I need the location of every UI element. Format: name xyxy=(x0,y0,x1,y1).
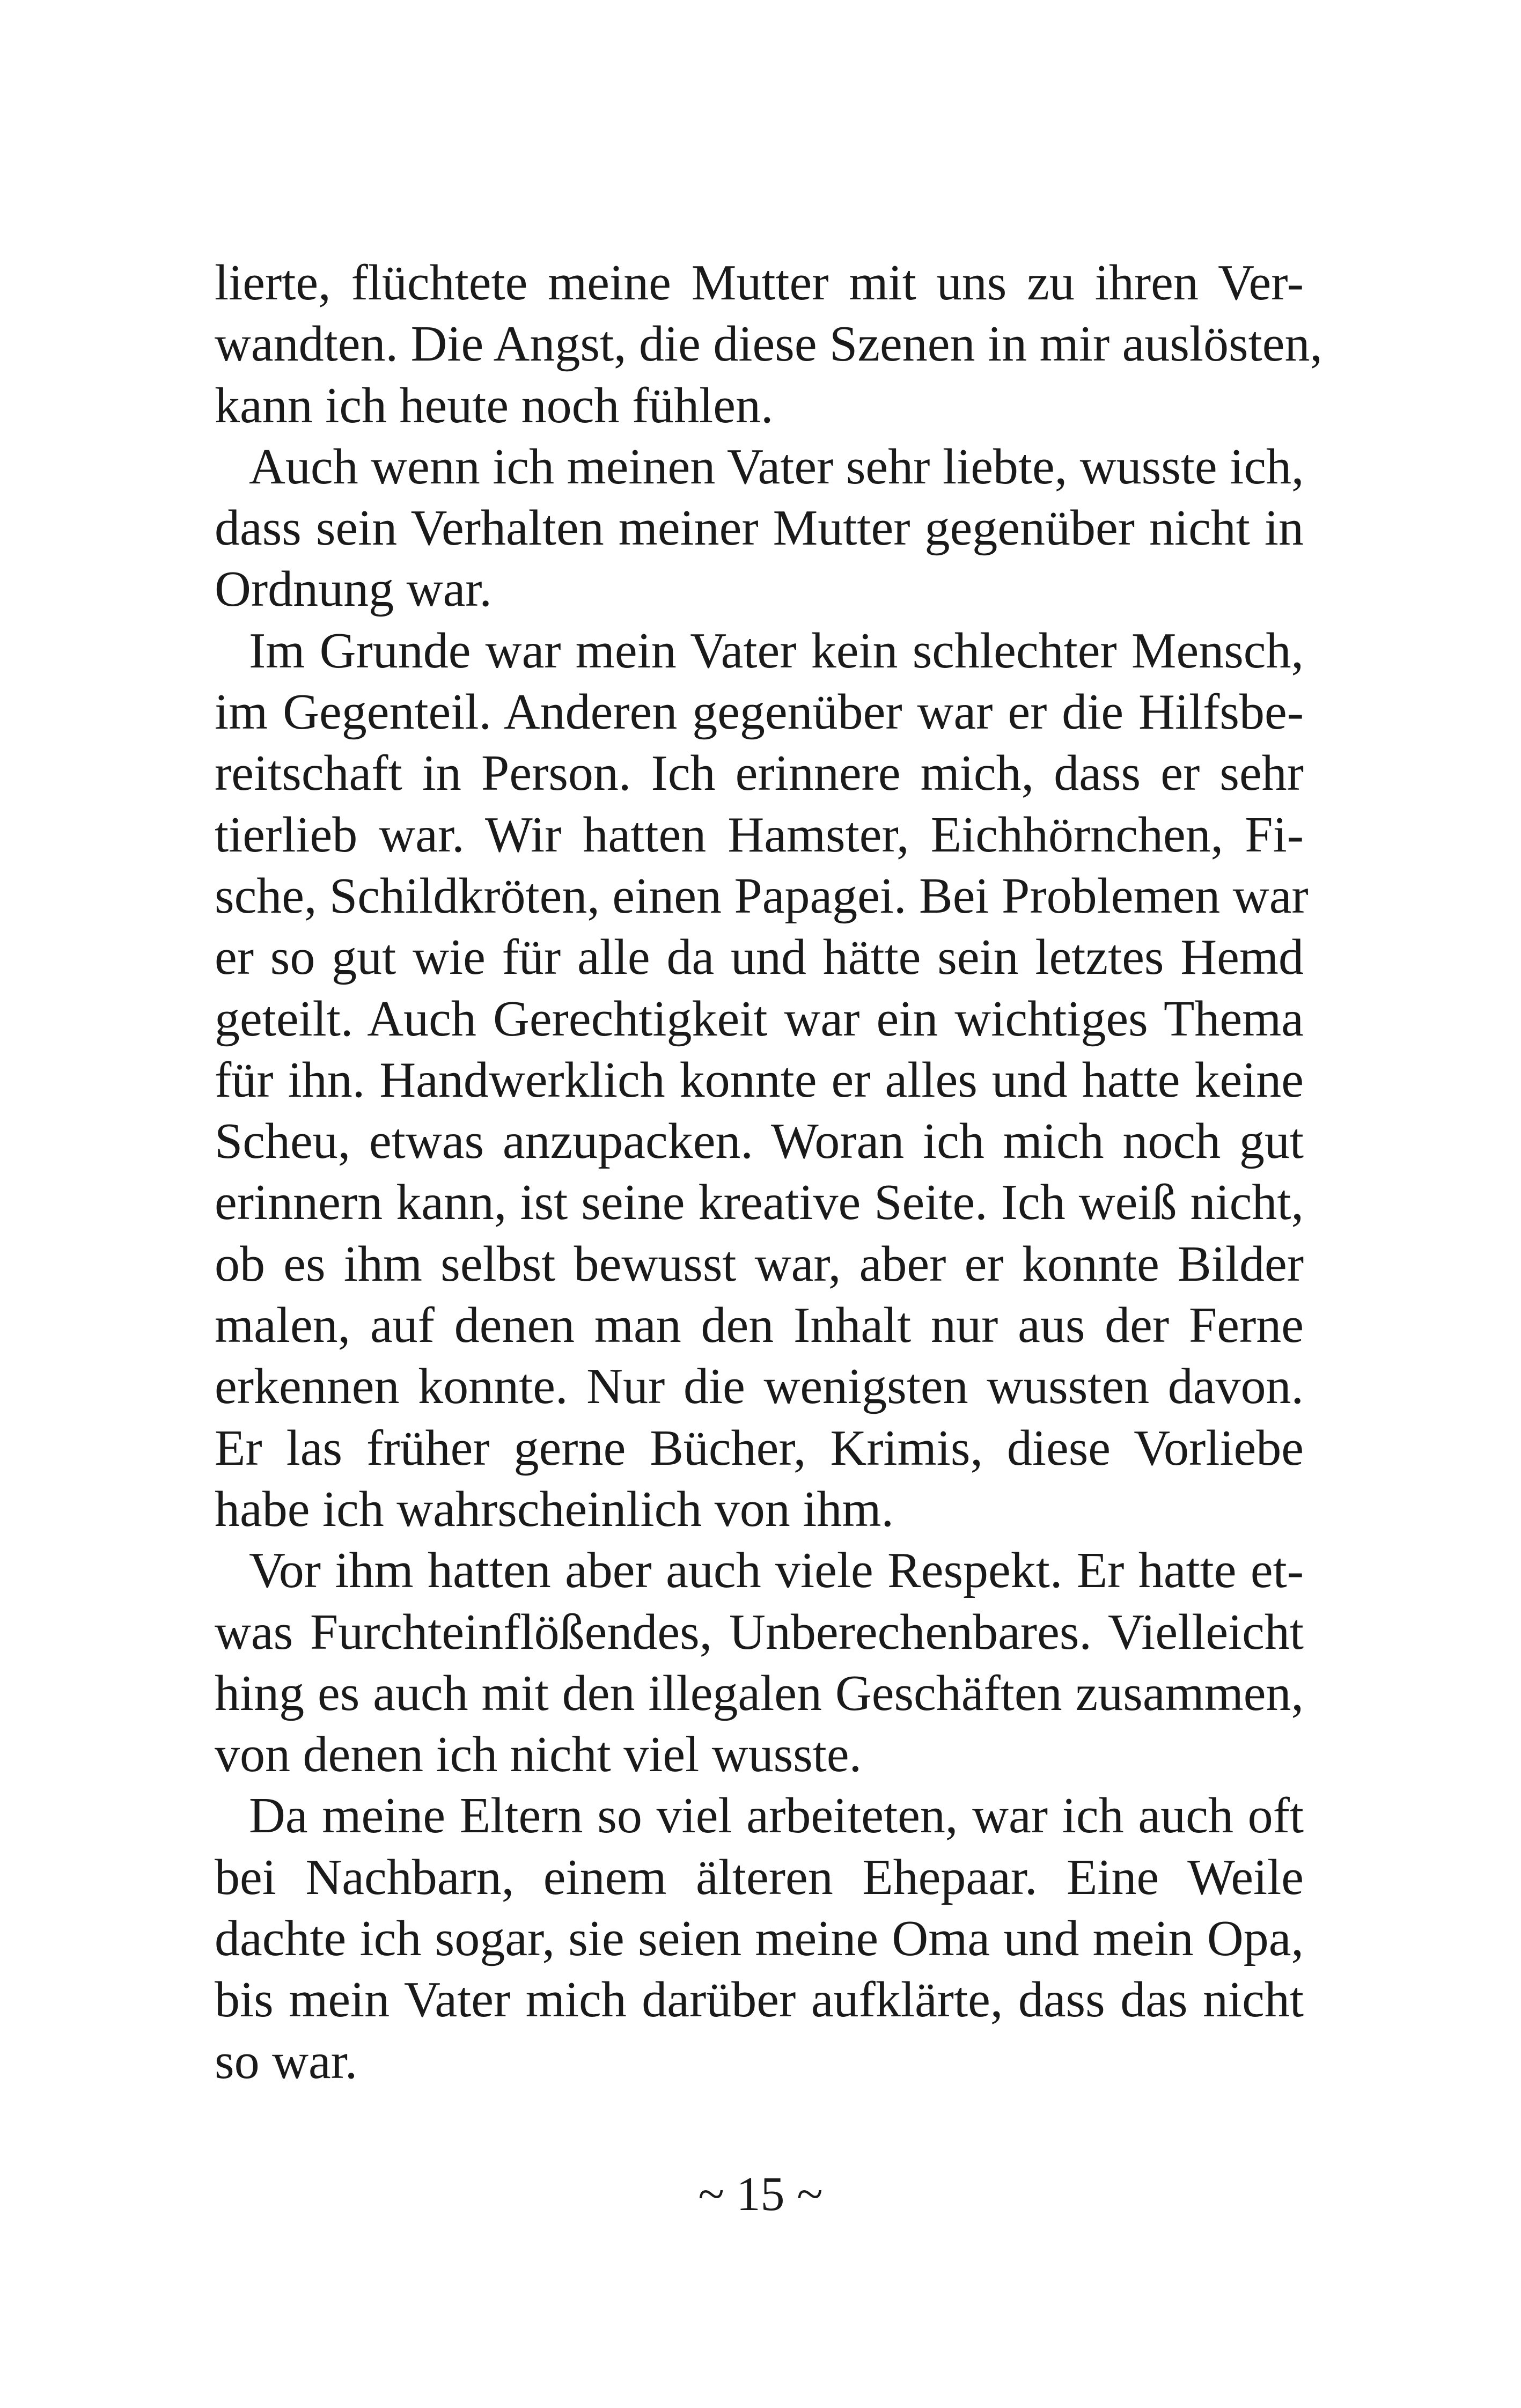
text-line: er so gut wie für alle da und hätte sein letztes Hemd xyxy=(215,929,1304,986)
text-line: erkennen konnte. Nur die wenigsten wussten davon. xyxy=(215,1359,1304,1415)
paragraph-first-line: Vor ihm hatten aber auch viele Respekt. Er hatte et- xyxy=(249,1543,1304,1599)
body-text xyxy=(215,252,1322,2092)
page-number: ~ 15 ~ xyxy=(698,2168,823,2221)
text-line: dachte ich sogar, sie seien meine Oma und mein Opa, xyxy=(215,1911,1304,1967)
text-line: tierlieb war. Wir hatten Hamster, Eichhörnchen, Fi- xyxy=(215,806,1304,863)
text-line: Ordnung war. xyxy=(215,561,492,618)
paragraph-first-line: Auch wenn ich meinen Vater sehr liebte, wusste ich, xyxy=(249,438,1304,495)
text-line: malen, auf denen man den Inhalt nur aus der Ferne xyxy=(215,1297,1304,1354)
text-line: habe ich wahrscheinlich von ihm. xyxy=(215,1481,894,1537)
text-line: dass sein Verhalten meiner Mutter gegenüber nicht in xyxy=(215,500,1304,556)
text-line: Scheu, etwas anzupacken. Woran ich mich noch gut xyxy=(215,1113,1304,1170)
paragraph-first-line: Im Grunde war mein Vater kein schlechter Mensch, xyxy=(249,622,1304,679)
text-line: von denen ich nicht viel wusste. xyxy=(215,1727,862,1783)
text-line: geteilt. Auch Gerechtigkeit war ein wichtiges Thema xyxy=(215,990,1304,1047)
text-line: so war. xyxy=(215,2033,358,2089)
text-line: hing es auch mit den illegalen Geschäften zusammen, xyxy=(215,1665,1304,1721)
text-line: im Gegenteil. Anderen gegenüber war er die Hilfsbe- xyxy=(215,684,1304,740)
text-line: reitschaft in Person. Ich erinnere mich, dass er sehr xyxy=(215,745,1304,802)
text-line: für ihn. Handwerklich konnte er alles und hatte keine xyxy=(215,1052,1304,1108)
text-line: erinnern kann, ist seine kreative Seite. Ich weiß nicht, xyxy=(215,1174,1304,1231)
text-line: bei Nachbarn, einem älteren Ehepaar. Eine Weile xyxy=(215,1849,1304,1905)
text-line: wandten. Die Angst, die diese Szenen in mir auslösten, xyxy=(215,316,1322,372)
text-line: bis mein Vater mich darüber aufklärte, dass das nicht xyxy=(215,1972,1304,2028)
text-line: Er las früher gerne Bücher, Krimis, diese Vorliebe xyxy=(215,1420,1304,1476)
text-line: lierte, flüchtete meine Mutter mit uns zu ihren Ver- xyxy=(215,255,1304,311)
text-line: was Furchteinflößendes, Unberechenbares. Vielleicht xyxy=(215,1604,1304,1660)
text-line: sche, Schildkröten, einen Papagei. Bei Problemen war xyxy=(215,868,1309,924)
text-line: kann ich heute noch fühlen. xyxy=(215,377,774,434)
text-line: ob es ihm selbst bewusst war, aber er konnte Bilder xyxy=(215,1236,1304,1292)
paragraph-first-line: Da meine Eltern so viel arbeiteten, war ich auch oft xyxy=(249,1788,1304,1844)
